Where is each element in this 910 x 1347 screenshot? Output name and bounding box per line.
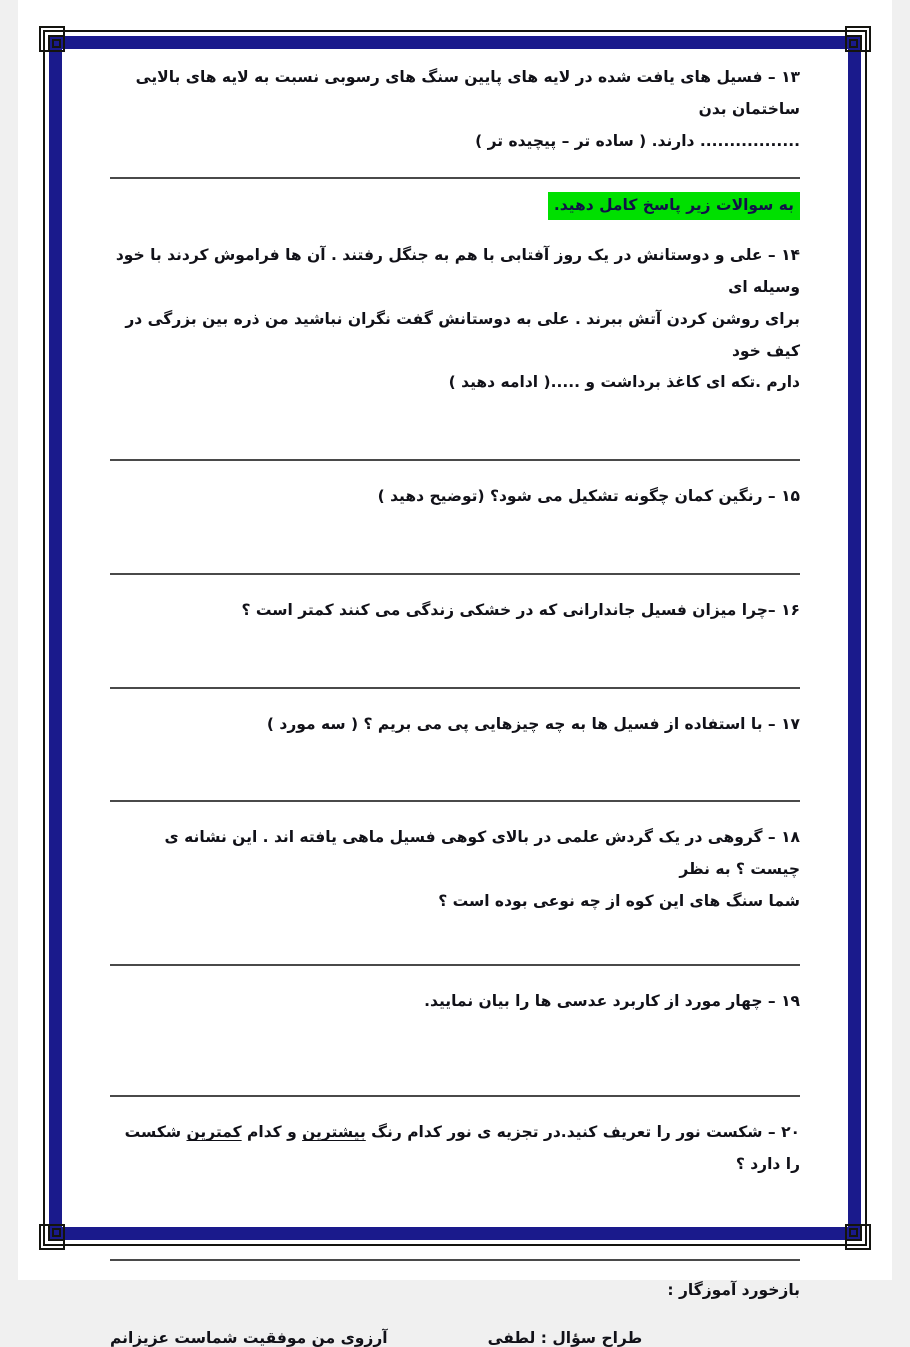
corner-ornament-bottom-left [39,1216,73,1250]
question-16-line-1: ۱۶ –چرا میزان فسیل جاندارانی که در خشکی زندگی می کنند کمتر است ؟ [241,600,800,619]
question-17-line-1: ۱۷ – با استفاده از فسیل ها به چه چیزهایی پی می بریم ؟ ( سه مورد ) [266,714,800,733]
spacer [110,918,800,964]
question-13 [110,62,800,157]
spacer [110,966,800,986]
question-15 [110,481,800,513]
corner-ornament-top-left [39,26,73,60]
frame-bar-left [49,36,62,1240]
question-20 [110,1117,800,1181]
question-19 [110,986,800,1018]
instruction-highlight: به سوالات زیر پاسخ کامل دهید. [548,192,800,220]
corner-ornament-top-right [837,26,871,60]
spacer [110,1017,800,1095]
footer-wish-text: آرزوی من موفقیت شماست عزیزانم [110,1328,388,1347]
spacer [110,689,800,709]
frame-bar-right [848,36,861,1240]
question-14-line-3: دارم .تکه ای کاغذ برداشت و .....( ادامه دهید ) [448,373,800,392]
question-14-line-1: ۱۴ – علی و دوستانش در یک روز آفتابی با هم به جنگل رفتند . آن ها فراموش کردند با خود وسیله ای [115,246,800,296]
frame-bar-top [49,36,861,49]
page-sheet [18,0,892,1347]
spacer [110,1097,800,1117]
question-20-underline-most: بیشترین [302,1123,366,1142]
question-18-line-2: شما سنگ های این کوه از چه نوعی بوده است ؟ [438,891,800,910]
question-18 [110,822,800,917]
spacer [110,399,800,459]
question-20-text-middle: و کدام [241,1123,303,1142]
question-14-line-2: برای روشن کردن آتش ببرند . علی به دوستانش گفت نگران نباشید من ذره بین بزرگی در کیف خود [125,309,800,360]
question-20-text-after: شکست را دارد ؟ [124,1123,800,1174]
question-14 [110,240,800,399]
question-20-text-before: ۲۰ – شکست نور را تعریف کنید.در تجزیه ی نور کدام رنگ [365,1123,800,1142]
corner-ornament-bottom-right [837,1216,871,1250]
spacer [110,513,800,573]
question-13-line-1: ۱۳ – فسیل های یافت شده در لایه های پایین سنگ های رسوبی نسبت به لایه های بالایی ساختمان بدن [135,68,800,118]
teacher-feedback-label: بازخورد آموزگار : [667,1280,800,1299]
footer-signature-row [110,1329,800,1347]
instruction-row [110,192,800,220]
spacer [110,575,800,595]
spacer [110,1181,800,1259]
question-19-line-1: ۱۹ – چهار مورد از کاربرد عدسی ها را بیان نمایید. [424,991,800,1010]
question-13-line-2: ................. دارند. ( ساده تر – پیچیده تر ) [475,131,800,150]
question-15-line-1: ۱۵ – رنگین کمان چگونه تشکیل می شود؟ (توضیح دهید ) [377,487,800,506]
question-16 [110,595,800,627]
spacer [110,802,800,822]
separator-rule [110,177,800,179]
spacer [110,627,800,687]
spacer [110,157,800,177]
question-18-line-1: ۱۸ – گروهی در یک گردش علمی در بالای کوهی فسیل ماهی یافته اند . این نشانه ی چیست ؟ به نظر [164,828,800,879]
question-17 [110,709,800,741]
footer-author-text: طراح سؤال : لطفی [487,1328,643,1347]
exam-content [110,62,800,1347]
spacer [110,1261,800,1281]
spacer [110,220,800,240]
spacer [110,740,800,800]
spacer [110,461,800,481]
question-20-underline-least: کمترین [186,1123,242,1142]
question-20-line-1 [110,1117,800,1181]
